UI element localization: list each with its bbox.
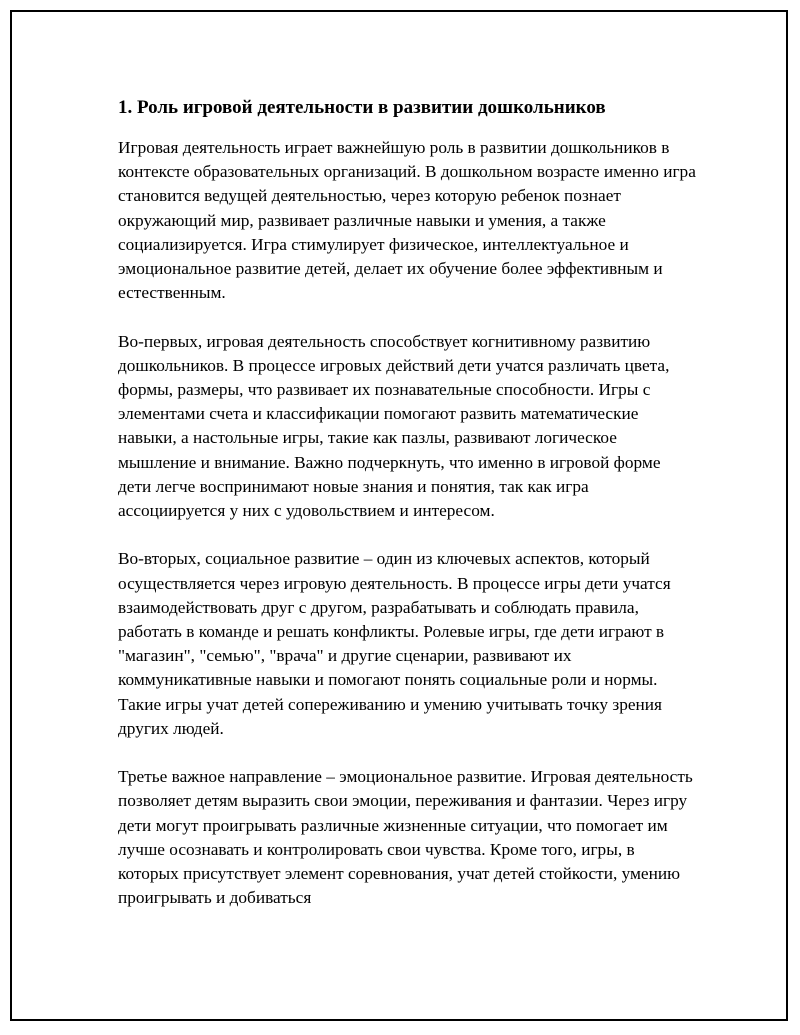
paragraph-cognitive: Во-первых, игровая деятельность способствует когнитивному развитию дошкольников. В процессе игровых действий дети учатся различать цвета, формы, размеры, что развивает их познавательные способности. Игры с элементами счета и классификации помогают развить математические навыки, а настольные игры, такие как пазлы, развивают логическое мышление и внимание. Важно подчеркнуть, что именно в игровой форме дети легче воспринимают новые знания и понятия, так как игра ассоциируется у них с удовольствием и интересом. bbox=[118, 331, 670, 521]
section-heading: 1. Роль игровой деятельности в развитии дошкольников bbox=[118, 97, 606, 118]
document-content bbox=[118, 96, 698, 910]
paragraph-social: Во-вторых, социальное развитие – один из ключевых аспектов, который осуществляется через игровую деятельность. В процессе игры дети учатся взаимодействовать друг с другом, разрабатывать и соблюдать правила, работать в команде и решать конфликты. Ролевые игры, где дети играют в "магазин", "семью", "врача" и другие сценарии, развивают их коммуникативные навыки и помогают понять социальные роли и нормы. Такие игры учат детей сопереживанию и умению учитывать точку зрения других людей. bbox=[118, 549, 671, 738]
document-page bbox=[10, 10, 788, 1021]
paragraph-emotional: Третье важное направление – эмоциональное развитие. Игровая деятельность позволяет детям выразить свои эмоции, переживания и фантазии. Через игру дети могут проигрывать различные жизненные ситуации, что помогает им лучше осознавать и контролировать свои чувства. Кроме того, игры, в которых присутствует элемент соревнования, учат детей стойкости, умению проигрывать и добиваться bbox=[118, 767, 693, 908]
paragraph-intro: Игровая деятельность играет важнейшую роль в развитии дошкольников в контексте образовательных организаций. В дошкольном возрасте именно игра становится ведущей деятельностью, через которую ребенок познает окружающий мир, развивает различные навыки и умения, а также социализируется. Игра стимулирует физическое, интеллектуальное и эмоциональное развитие детей, делает их обучение более эффективным и естественным. bbox=[118, 138, 696, 303]
